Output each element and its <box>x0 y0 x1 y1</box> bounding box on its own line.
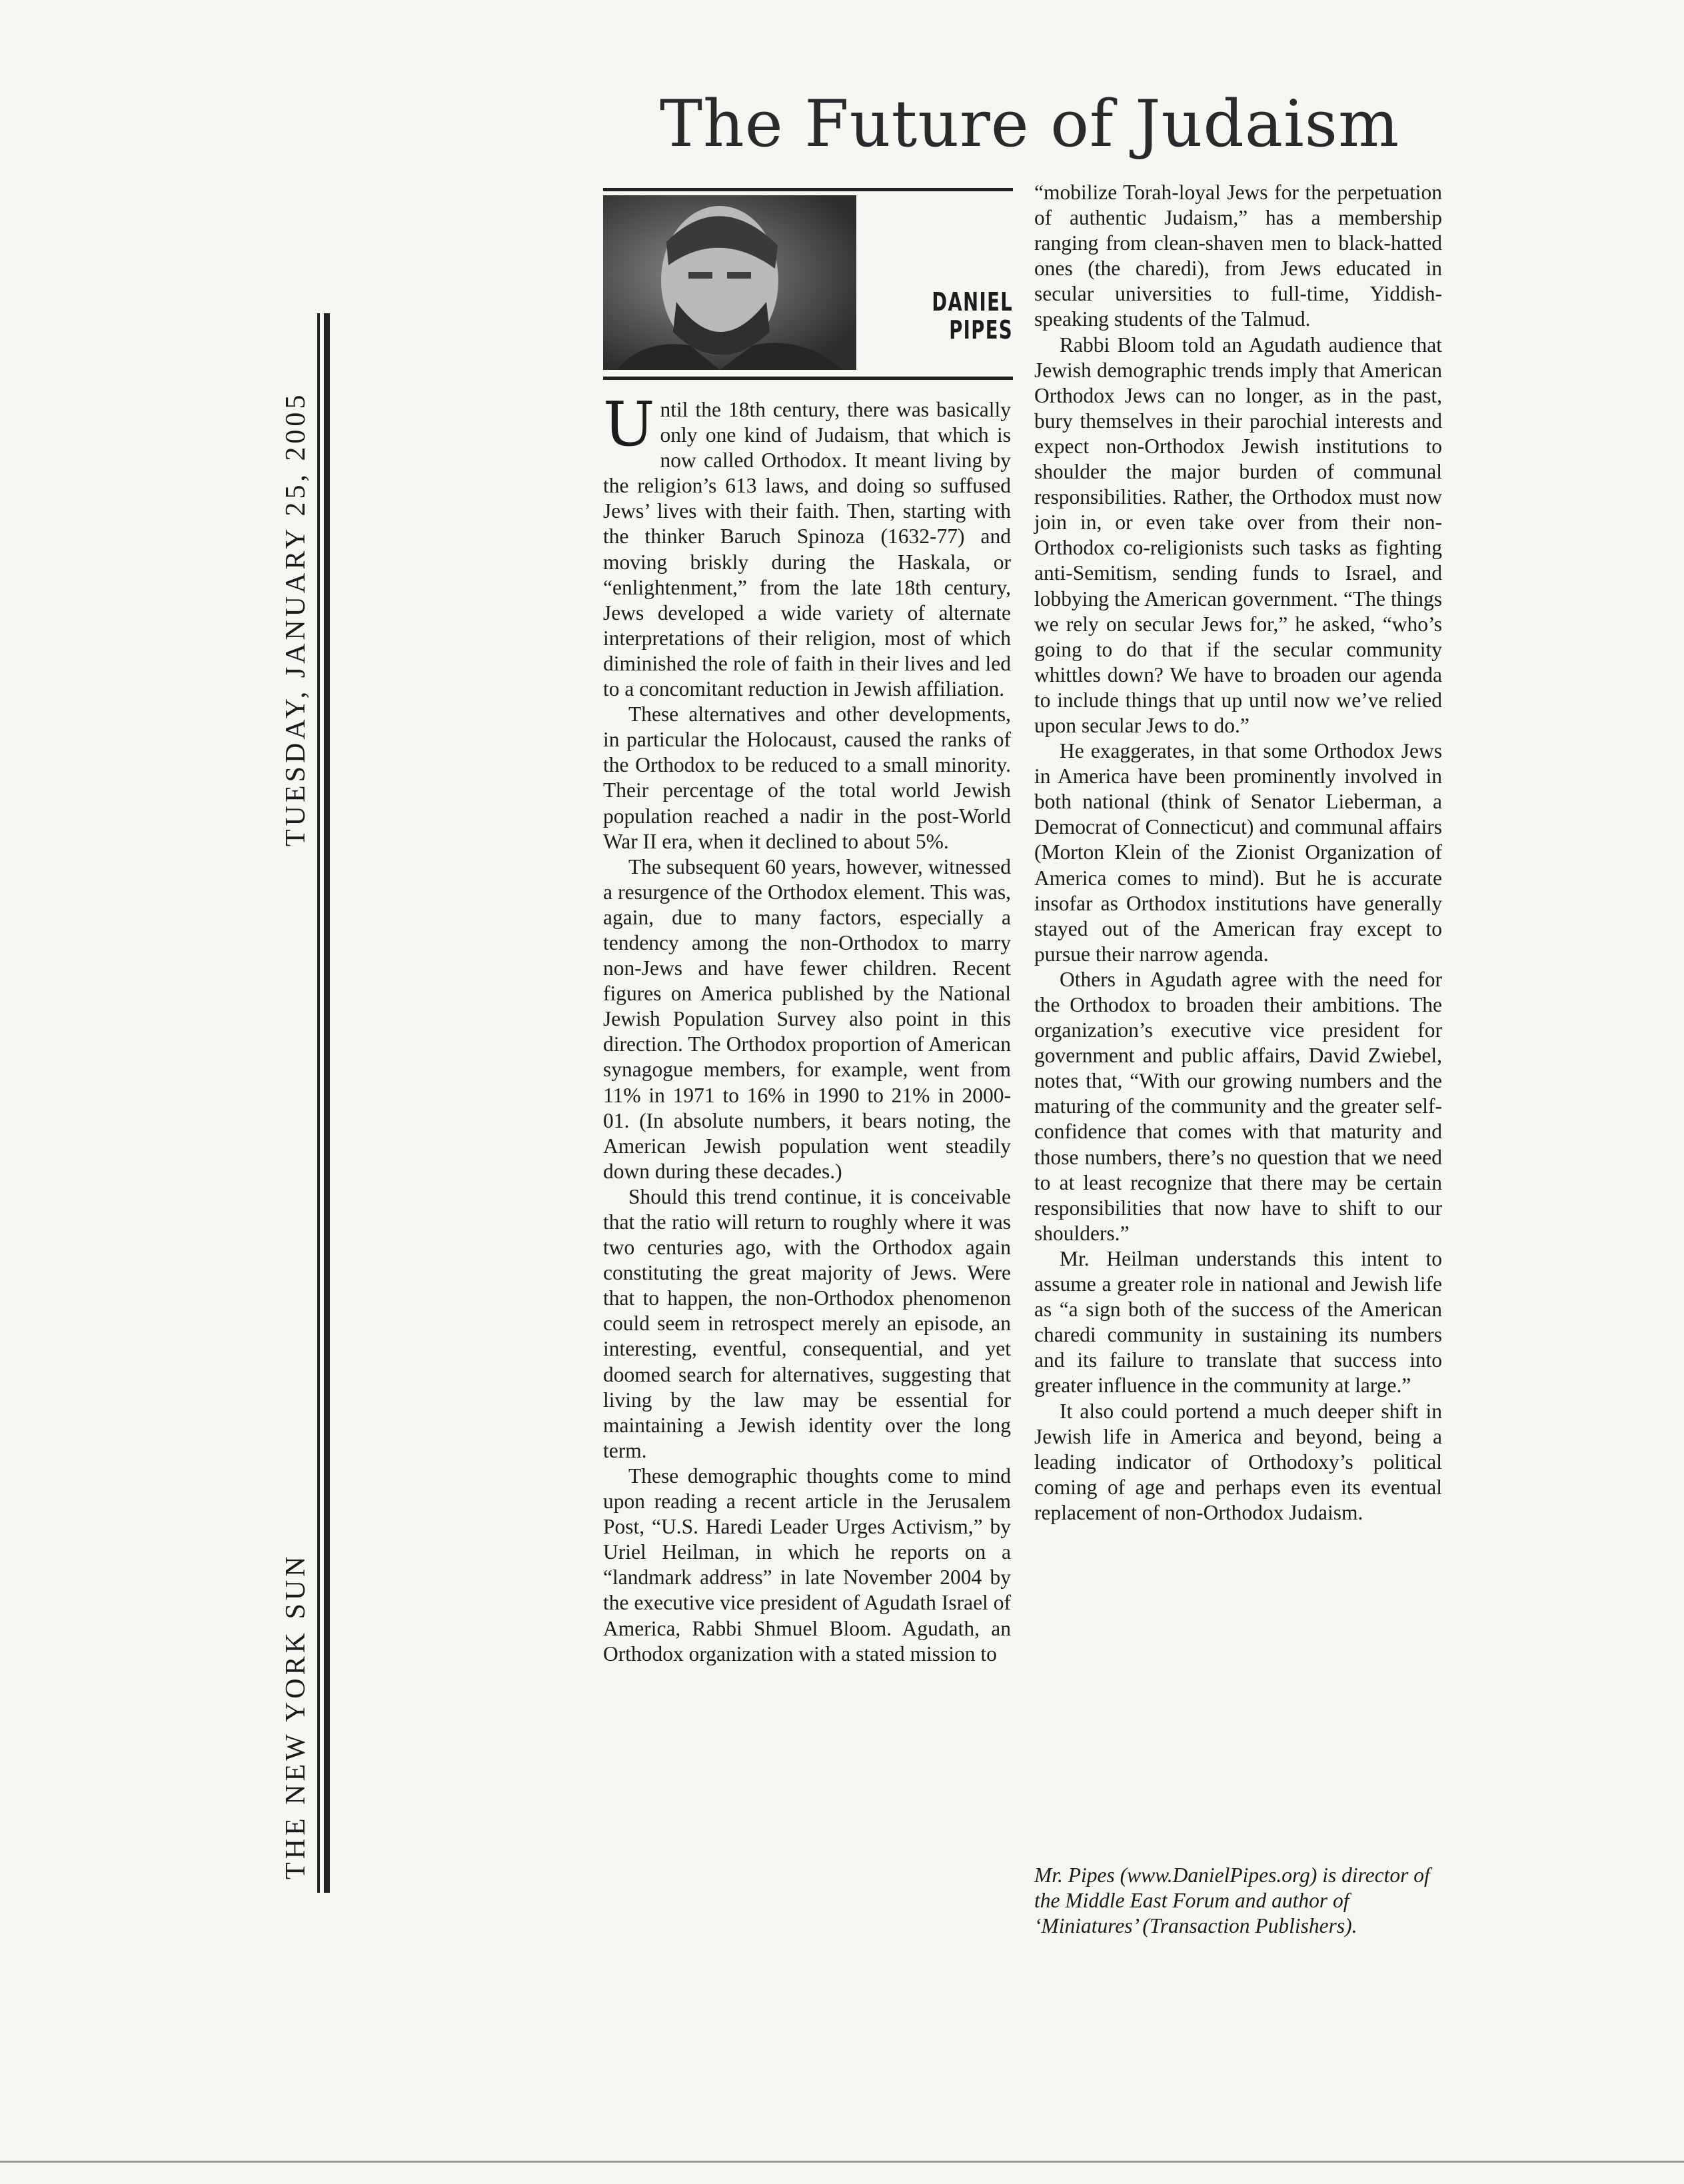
byline <box>932 288 1013 344</box>
page-bottom-rule <box>0 2161 1684 2163</box>
author-first-name: DANIEL <box>932 287 1013 317</box>
publication-date: TUESDAY, JANUARY 25, 2005 <box>281 391 311 846</box>
author-block <box>603 188 1013 380</box>
author-last-name: PIPES <box>949 315 1013 345</box>
newspaper-name: THE NEW YORK SUN <box>281 1553 311 1879</box>
author-credit: Mr. Pipes (www.DanielPipes.org) is director of the Middle East Forum and author of ‘Miniatures’ (Transaction Publishers). <box>1034 1863 1430 1937</box>
paragraph: Others in Agudath agree with the need for the Orthodox to broaden their ambitions. The organization’s executive vice president for government and public affairs, David Zwiebel, notes that, “With our growing numbers and the maturing of the community and the greater self-confidence that comes with that maturity and those numbers, there’s no question that we need to at least recognize that there may be certain responsibilities that now have to shift to our shoulders.” <box>1034 967 1442 1245</box>
sidebar-masthead <box>281 313 347 1893</box>
paragraph: “mobilize Torah-loyal Jews for the perpetuation of authentic Judaism,” has a membership ranging from clean-shaven men to black-hatted ones (the charedi), from Jews educated in secular universities to full-time, Yiddish-speaking students of the Talmud. <box>1034 181 1442 331</box>
paragraph <box>603 389 1011 702</box>
paragraph: Should this trend continue, it is conceivable that the ratio will return to roughly where it was two centuries ago, with the Orthodox again constituting the great majority of Jews. Were that to happen, the non-Orthodox phenomenon could seem in retrospect merely an episode, an interesting, eventful, consequential, and yet doomed search for alternatives, suggesting that living by the law may be essential for maintaining a Jewish identity over the long term. <box>603 1184 1011 1462</box>
paragraph: Rabbi Bloom told an Agudath audience that Jewish demographic trends imply that American Orthodox Jews can no longer, as in the past, bury themselves in their parochial interests and expect non-Orthodox Jewish institutions to shoulder the major burden of communal responsibilities. Rather, the Orthodox must now join in, or even take over from their non-Orthodox co-religionists such tasks as fighting anti-Semitism, sending funds to Israel, and lobbying the American government. “The things we rely on secular Jews for,” he asked, “who’s going to do that if the secular community whittles down? We have to broaden our agenda to include things that up until now we’ve relied upon secular Jews to do.” <box>1034 333 1442 737</box>
article-column-2 <box>1034 180 1442 1526</box>
paragraph: These demographic thoughts come to mind upon reading a recent article in the Jerusalem Post, “U.S. Haredi Leader Urges Activism,” by Uriel Heilman, in which he reports on a “landmark address” in late November 2004 by the executive vice president of Agudath Israel of America, Rabbi Shmuel Bloom. Agudath, an Orthodox organization with a stated mission to <box>603 1464 1011 1665</box>
paragraph: It also could portend a much deeper shift in Jewish life in America and beyond, being a leading indicator of Orthodoxy’s political coming of age and perhaps even its eventual replacement of non-Orthodox Judaism. <box>1034 1399 1442 1524</box>
article-column-1 <box>603 389 1011 1667</box>
paragraph: These alternatives and other developments, in particular the Holocaust, caused the ranks of the Orthodox to be reduced to a small minority. Their percentage of the total world Jewish population reached a nadir in the post-World War II era, when it declined to about 5%. <box>603 702 1011 853</box>
sidebar-rule-thick <box>324 313 330 1893</box>
paragraph-text: ntil the 18th century, there was basically only one kind of Judaism, that which is now called Orthodox. It meant living by the religion’s 613 laws, and doing so suffused Jews’ lives with their faith. Then, starting with the thinker Baruch Spinoza (1632-77) and moving briskly during the Haskala, or “enlightenment,” from the late 18th century, Jews developed a wide variety of alternate interpretations of their religion, most of which diminished the role of faith in their lives and led to a concomitant reduction in Jewish affiliation. <box>603 398 1011 701</box>
paragraph: The subsequent 60 years, however, witnessed a resurgence of the Orthodox element. This was, again, due to many factors, especially a tendency among the non-Orthodox to marry non-Jews and have fewer children. Recent figures on America published by the National Jewish Population Survey also point in this direction. The Orthodox proportion of American synagogue members, for example, went from 11% in 1971 to 16% in 1990 to 21% in 2000-01. (In absolute numbers, it bears noting, the American Jewish population went steadily down during these decades.) <box>603 854 1011 1183</box>
headline: The Future of Judaism <box>660 87 1400 161</box>
paragraph: Mr. Heilman understands this intent to assume a greater role in national and Jewish life as “a sign both of the success of the American charedi community in sustaining its numbers and its failure to translate that success into greater influence in the community at large.” <box>1034 1246 1442 1398</box>
paragraph: He exaggerates, in that some Orthodox Jews in America have been prominently involved in both national (think of Senator Lieberman, a Democrat of Connecticut) and communal affairs (Morton Klein of the Zionist Organization of America comes to mind). But he is accurate insofar as Orthodox institutions have generally stayed out of the American fray except to pursue their narrow agenda. <box>1034 739 1442 966</box>
author-photo <box>603 195 856 370</box>
drop-cap: U <box>603 389 655 460</box>
sidebar-text-area <box>280 313 320 1893</box>
